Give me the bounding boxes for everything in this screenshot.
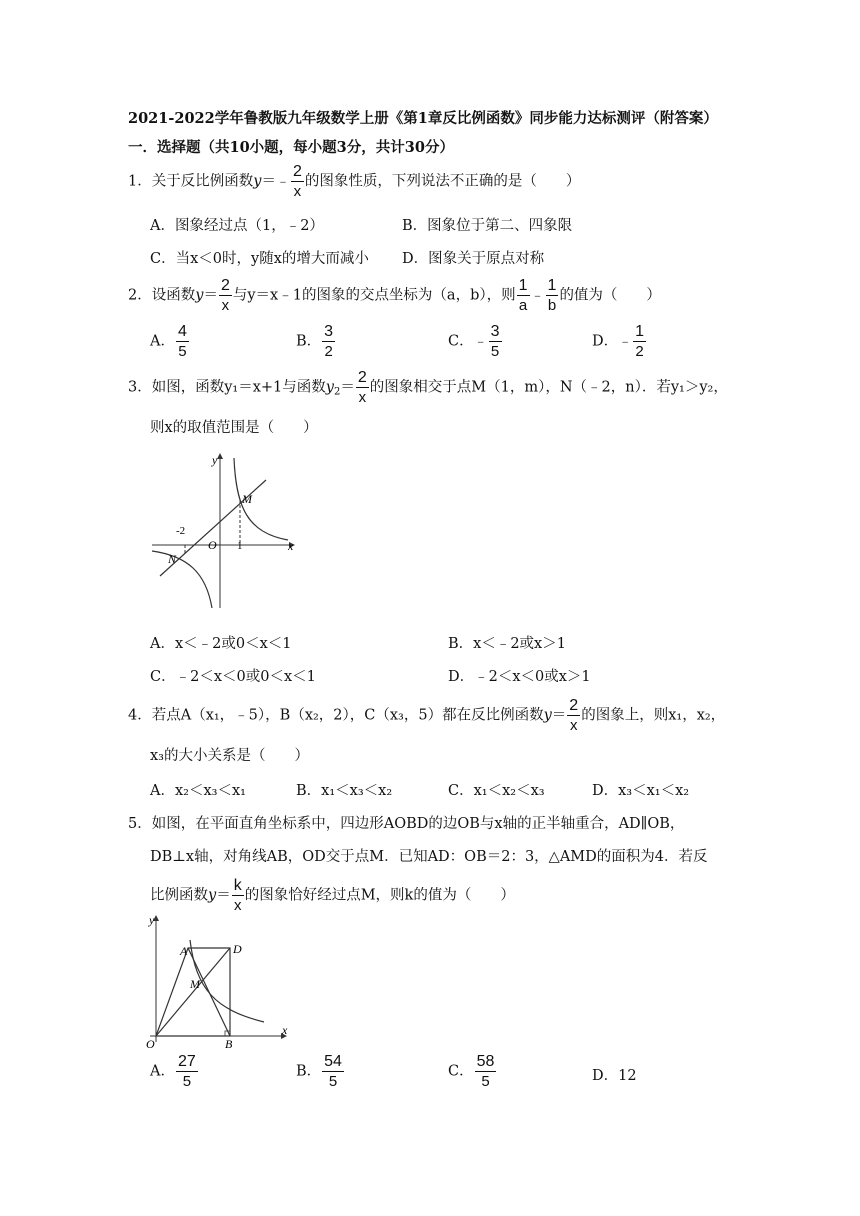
q5-option-d[interactable]: D．12: [592, 1068, 637, 1084]
page-title: 2021-2022学年鲁教版九年级数学上册《第1章反比例函数》同步能力达标测评（附答案）: [128, 110, 718, 127]
question-4: 4．若点A（x₁，﹣5），B（x₂，2），C（x₃，5）都在反比例函数y＝ $\frac{2}{x}$ 的图象上，则x₁，x₂，: [128, 697, 726, 734]
tick-label: -2: [176, 525, 186, 537]
hyperbola-branch: [152, 551, 212, 608]
q5-option-a[interactable]: A． $\frac{27}{5}$: [150, 1053, 196, 1090]
q1-option-d[interactable]: D．图象关于原点对称: [402, 251, 545, 267]
axis-label: y: [212, 453, 218, 467]
q3-option-c[interactable]: C．﹣2＜x＜0或0＜x＜1: [150, 669, 316, 685]
q2-option-b[interactable]: B． $\frac{3}{2}$: [296, 323, 334, 360]
tick-label: 1: [237, 540, 243, 552]
q1-option-b[interactable]: B．图象位于第二、四象限: [402, 218, 573, 234]
q5-graph: [146, 910, 292, 1050]
q5-option-b[interactable]: B． $\frac{54}{5}$: [296, 1053, 342, 1090]
q2-option-a[interactable]: A． $\frac{4}{5}$: [150, 323, 187, 360]
q1-option-c[interactable]: C．当x＜0时，y随x的增大而减小: [150, 251, 369, 267]
question-1: 1．关于反比例函数y＝﹣ $\frac{2}{x}$ 的图象性质，下列说法不正确的是（ ）: [128, 163, 581, 200]
section-heading: 一．选择题（共10小题，每小题3分，共计30分）: [128, 139, 454, 156]
question-5: 5．如图，在平面直角坐标系中，四边形AOBD的边OB与x轴的正半轴重合，AD∥OB，: [128, 816, 685, 832]
point-label: M: [242, 492, 252, 506]
question-4-line2: x₃的大小关系是（ ）: [150, 748, 309, 764]
q5-option-c[interactable]: C． $\frac{58}{5}$: [448, 1053, 495, 1090]
q2-option-c[interactable]: C．﹣ $\frac{3}{5}$: [448, 323, 500, 360]
point-label: B: [225, 1037, 233, 1050]
question-3-line2: 则x的取值范围是（ ）: [150, 420, 318, 436]
q3-graph: [148, 448, 308, 613]
point-label: M: [190, 977, 200, 991]
q1-option-a[interactable]: A．图象经过点（1，﹣2）: [150, 218, 324, 234]
question-5-line2: DB⊥x轴，对角线AB，OD交于点M．已知AD：OB＝2：3，△AMD的面积为4．若反: [150, 849, 708, 865]
q3-option-b[interactable]: B．x＜﹣2或x＞1: [448, 636, 566, 652]
fraction: $\frac{2}{x}$: [292, 163, 302, 200]
q3-option-d[interactable]: D．﹣2＜x＜0或x＞1: [448, 669, 591, 685]
q3-option-a[interactable]: A．x＜﹣2或0＜x＜1: [150, 636, 292, 652]
q4-option-b[interactable]: B．x₁＜x₃＜x₂: [296, 783, 393, 799]
axis-label: y: [149, 913, 155, 927]
q4-option-a[interactable]: A．x₂＜x₃＜x₁: [150, 783, 246, 799]
question-2: 2．设函数y＝ $\frac{2}{x}$ 与y＝x﹣1的图象的交点坐标为（a，b），则 $\frac{1}{a}$ ﹣ $\frac{1}{b}$ 的值为（ ）: [128, 277, 661, 314]
point-label: D: [233, 942, 242, 956]
origin-label: O: [146, 1037, 155, 1050]
axis-label: x: [288, 539, 294, 553]
axis-label: x: [282, 1023, 288, 1037]
q4-option-d[interactable]: D．x₃＜x₁＜x₂: [592, 783, 690, 799]
origin-label: O: [208, 538, 217, 552]
q2-option-d[interactable]: D．﹣ $\frac{1}{2}$: [592, 323, 645, 360]
point-label: A: [180, 944, 188, 958]
diagonal-od: [156, 948, 230, 1036]
question-3: 3．如图，函数y₁＝x+1与函数$y_2=$ $\frac{2}{x}$ 的图象相交于点M（1，m），N（﹣2，n）．若y₁＞y₂，: [128, 369, 728, 406]
q4-option-c[interactable]: C．x₁＜x₂＜x₃: [448, 783, 545, 799]
question-5-line3: 比例函数y＝ $\frac{k}{x}$ 的图象恰好经过点M，则k的值为（ ）: [150, 877, 515, 914]
point-label: N: [168, 552, 177, 566]
